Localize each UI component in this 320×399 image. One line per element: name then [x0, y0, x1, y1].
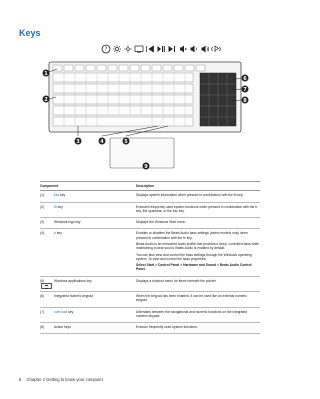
page-footer: [19, 377, 103, 382]
row-component: [54, 191, 136, 202]
row-description: [136, 307, 260, 323]
description-text: Displays system information when pressed in combination with the fn key.: [136, 193, 244, 198]
row-number: (8): [40, 323, 54, 334]
description-path: Select Start > Control Panel > Hardware and Sound > Beats Audio Control Panel.: [136, 263, 252, 272]
header-component: Component: [40, 183, 136, 191]
table-header-row: [40, 183, 260, 191]
row-component: [54, 218, 136, 229]
description-text: Alternates between the navigational and numeric functions on the integrated numeric keypad.: [136, 309, 248, 318]
row-number: (3): [40, 218, 54, 229]
row-description: [136, 291, 260, 307]
page-number: 8: [19, 377, 22, 382]
table-row: [40, 276, 260, 291]
component-text: Integrated numeric keypad: [54, 293, 94, 298]
description-text: Displays the Windows Start menu.: [136, 220, 187, 225]
row-number: (2): [40, 202, 54, 218]
row-description: [136, 218, 260, 229]
row-component: [54, 307, 136, 323]
row-description: [136, 323, 260, 334]
description-text: Execute frequently used system functions.: [136, 325, 198, 330]
svg-text:?: ?: [104, 46, 108, 53]
row-description: [136, 229, 260, 276]
description-text: Enables or disables the Beats Audio bass settings (select models only) when pressed in combination with the fn key.: [136, 231, 248, 240]
row-component: [54, 291, 136, 307]
key-name: esc: [54, 193, 60, 198]
header-description: Description: [136, 183, 260, 191]
row-component: [54, 229, 136, 276]
table-row: [40, 191, 260, 202]
table-row: [40, 229, 260, 276]
key-name: b: [54, 231, 56, 236]
component-text: key: [59, 193, 66, 198]
key-name: fn: [54, 204, 57, 209]
description-text: Executes frequently used system functions when pressed in combination with the b key, the spacebar, or the esc key.: [136, 204, 258, 213]
component-text: key: [56, 204, 63, 209]
applications-key-icon: [41, 283, 52, 289]
section-title: Keys: [19, 28, 41, 38]
row-number: (1): [40, 191, 54, 202]
callout-5: 5: [124, 138, 128, 145]
description-text: When the keypad has been enabled, it can be used like an external numeric keypad.: [136, 293, 247, 303]
description-text: Displays a shortcut menu for items beneath the pointer.: [136, 278, 217, 283]
callout-6: 6: [243, 75, 247, 82]
row-number-text: (5): [40, 278, 45, 283]
callout-4: 4: [100, 138, 104, 145]
key-name: num lock: [54, 309, 68, 314]
row-component: [54, 202, 136, 218]
keys-table: [40, 183, 260, 334]
callout-2: 2: [44, 96, 48, 103]
row-number: (4): [40, 229, 54, 276]
row-description: [136, 276, 260, 291]
component-text: Windows logo key: [54, 220, 81, 225]
table-row: [40, 307, 260, 323]
table-row: [40, 291, 260, 307]
callout-7: 7: [243, 86, 247, 93]
callout-8: 8: [243, 97, 247, 104]
keyboard-illustration: [40, 40, 260, 175]
row-number: (6): [40, 291, 54, 307]
table-top-rule: [40, 181, 260, 182]
callout-1: 1: [44, 70, 48, 77]
description-text: You can also view and control the bass settings through the Windows operating system. To view and control the bass properties:: [136, 252, 252, 261]
row-description: [136, 202, 260, 218]
action-key-icons: [102, 45, 220, 53]
component-text: Action keys: [54, 325, 71, 330]
row-number: [40, 276, 54, 291]
row-number: (7): [40, 307, 54, 323]
component-text: key: [67, 309, 74, 314]
table-row: [40, 323, 260, 334]
component-text: key: [55, 231, 62, 236]
row-component: [54, 276, 136, 291]
row-description: [136, 191, 260, 202]
callout-3: 3: [76, 138, 80, 145]
table-row: [40, 202, 260, 218]
component-text: Windows applications key: [54, 278, 92, 283]
chapter-label: Chapter 2 Getting to know your computer: [26, 377, 104, 382]
table-row: [40, 218, 260, 229]
callout-9: 9: [144, 163, 148, 170]
row-component: [54, 323, 136, 334]
description-text: Beats Audio is an enhanced audio profile that provides a deep, controlled bass while maintaining a clear sound. Beats Audio is enabled by default.: [136, 241, 259, 251]
